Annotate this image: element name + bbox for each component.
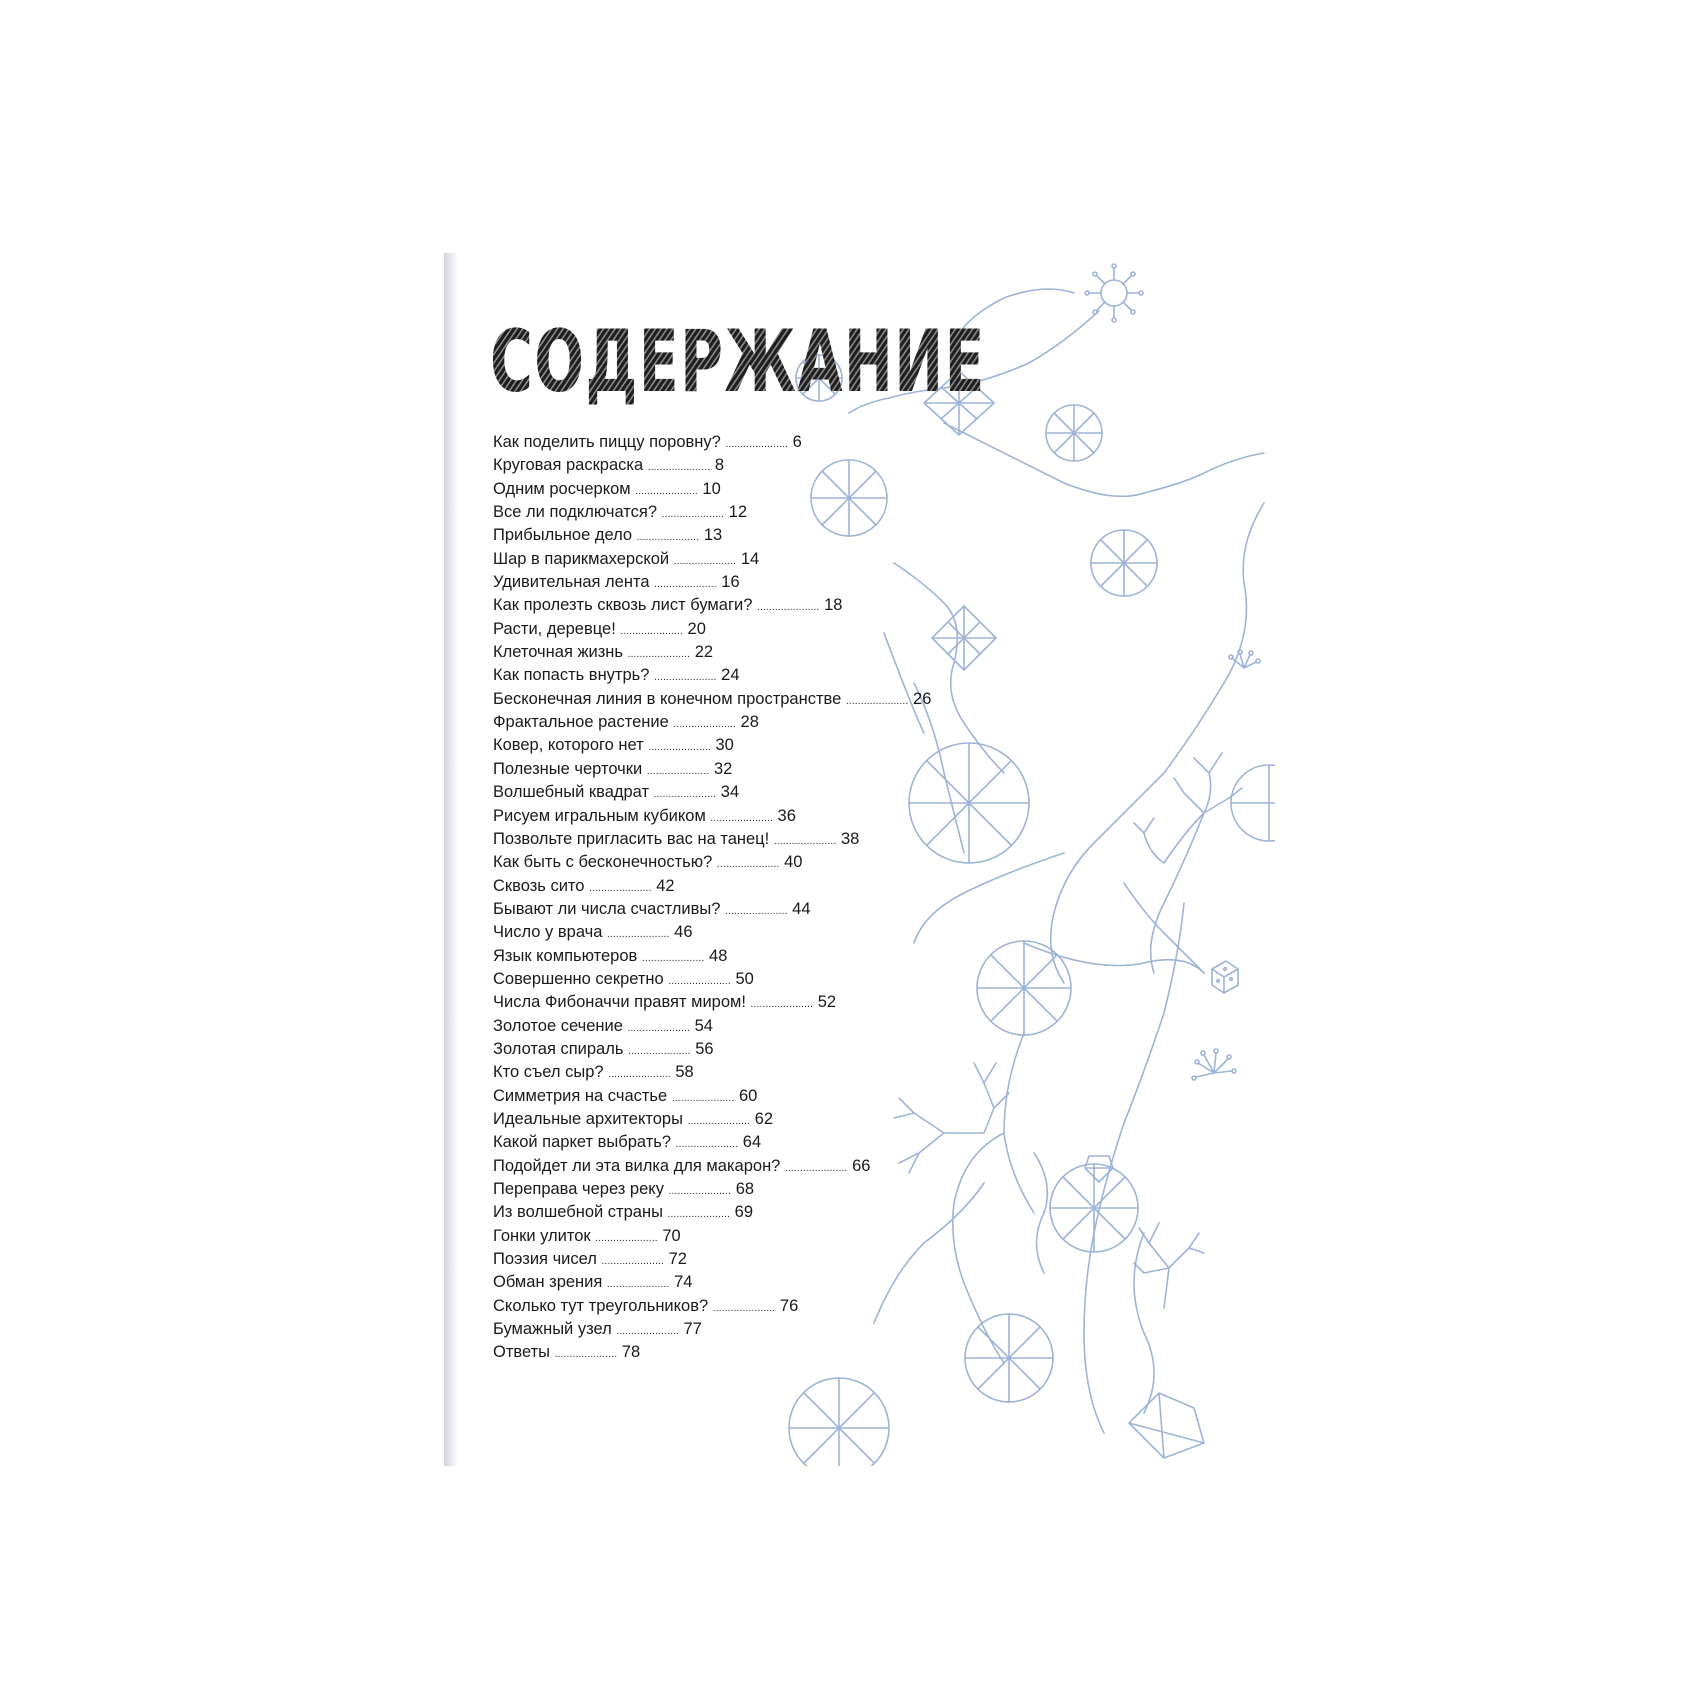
page-title: СОДЕРЖАНИЕ — [490, 312, 986, 412]
toc-entry — [493, 1318, 931, 1341]
toc-entry-page-number: 77 — [683, 1320, 702, 1339]
toc-entry-title: Ответы — [493, 1343, 551, 1362]
toc-entry-page-number: 64 — [742, 1133, 762, 1152]
toc-entry-title: Идеальные архитекторы — [493, 1109, 683, 1128]
toc-entry-title: Удивительная лента — [493, 573, 650, 592]
toc-dot-leader: ..................... — [725, 439, 788, 450]
toc-entry — [493, 524, 931, 547]
toc-entry-title: Совершенно секретно — [493, 969, 664, 988]
toc-entry-page-number: 18 — [824, 596, 843, 615]
toc-entry-page-number: 38 — [840, 829, 860, 848]
wheel-doodle — [1231, 765, 1275, 841]
toc-dot-leader: ..................... — [671, 1092, 735, 1104]
toc-entry-title: Расти, деревце! — [493, 619, 616, 638]
toc-dot-leader: ..................... — [687, 1115, 751, 1127]
toc-entry-title: Клеточная жизнь — [493, 643, 623, 662]
toc-entry — [493, 594, 931, 617]
toc-entry-title: Шар в парикмахерской — [493, 549, 670, 568]
toc-entry-page-number: 54 — [694, 1016, 713, 1035]
toc-entry-title: Симметрия на счастье — [493, 1086, 668, 1105]
toc-entry-title: Из волшебной страны — [493, 1203, 663, 1222]
toc-dot-leader: ..................... — [647, 462, 711, 474]
toc-entry-page-number: 69 — [734, 1203, 754, 1222]
toc-entry-title: Как поделить пиццу поровну? — [493, 433, 721, 451]
toc-entry — [493, 1015, 931, 1038]
toc-entry-page-number: 22 — [694, 643, 714, 662]
toc-entry — [493, 1061, 931, 1084]
toc-dot-leader: ..................... — [667, 1209, 731, 1221]
toc-entry-page-number: 30 — [715, 736, 734, 755]
toc-entry — [493, 1178, 931, 1201]
toc-dot-leader: ..................... — [675, 1139, 739, 1151]
toc-entry-title: Переправа через реку — [493, 1180, 664, 1198]
toc-entry-page-number: 12 — [728, 503, 748, 522]
toc-entry — [493, 1131, 931, 1154]
dandelion-doodle — [1192, 1049, 1236, 1080]
toc-dot-leader: ..................... — [654, 579, 717, 591]
toc-entry-page-number: 8 — [714, 456, 725, 475]
toc-entry-page-number: 68 — [735, 1180, 755, 1198]
toc-entry-page-number: 26 — [913, 689, 932, 708]
toc-entry — [493, 664, 931, 687]
toc-entry-title: Бесконечная линия в конечном пространстве — [493, 689, 842, 708]
toc-entry-title: Гонки улиток — [493, 1226, 591, 1245]
toc-entry — [493, 1271, 931, 1294]
toc-dot-leader: ..................... — [635, 485, 698, 497]
toc-dot-leader: ..................... — [606, 1279, 670, 1291]
toc-entry-page-number: 24 — [721, 666, 740, 685]
toc-entry-page-number: 48 — [709, 946, 728, 965]
toc-entry-page-number: 66 — [852, 1156, 871, 1175]
toc-entry — [493, 1085, 931, 1108]
toc-entry-title: Полезные черточки — [493, 759, 643, 778]
toc-dot-leader: ..................... — [845, 695, 909, 707]
toc-dot-leader: ..................... — [646, 765, 710, 777]
toc-entry-page-number: 78 — [621, 1343, 641, 1362]
gem-doodle — [1085, 1156, 1113, 1182]
toc-entry-title: Прибыльное дело — [493, 526, 633, 545]
toc-entry — [493, 711, 931, 734]
vine-line — [1034, 1153, 1047, 1273]
toc-entry-title: Ковер, которого нет — [493, 736, 644, 755]
toc-dot-leader: ..................... — [653, 789, 717, 801]
vine-line — [1051, 503, 1264, 983]
toc-dot-leader: ..................... — [725, 905, 788, 917]
toc-entry-title: Подойдет ли эта вилка для макарон? — [493, 1156, 781, 1175]
toc-entry — [493, 618, 931, 641]
toc-dot-leader: ..................... — [627, 1022, 691, 1034]
toc-entry — [493, 478, 931, 501]
toc-entry-title: Как пролезть сквозь лист бумаги? — [493, 596, 753, 615]
dice-doodle — [1212, 961, 1238, 993]
toc-entry-title: Как попасть внутрь? — [493, 666, 650, 685]
toc-entry-page-number: 52 — [817, 993, 837, 1012]
vine-line — [944, 423, 1264, 496]
toc-entry-page-number: 14 — [740, 549, 760, 568]
toc-entry-title: Рисуем игральным кубиком — [493, 806, 706, 825]
toc-entry-title: Бывают ли числа счастливы? — [493, 899, 721, 918]
toc-entry — [493, 758, 931, 781]
toc-dot-leader: ..................... — [641, 952, 705, 964]
toc-entry-title: Число у врача — [493, 923, 603, 942]
toc-entry — [493, 1038, 931, 1061]
toc-entry-page-number: 10 — [702, 479, 721, 498]
toc-dot-leader: ..................... — [595, 1232, 658, 1244]
toc-dot-leader: ..................... — [601, 1256, 665, 1268]
toc-dot-leader: ..................... — [712, 1302, 776, 1314]
toc-entry — [493, 454, 931, 477]
vine-line — [914, 853, 1064, 943]
toc-entry-page-number: 36 — [777, 806, 796, 825]
toc-entry-page-number: 56 — [695, 1039, 714, 1058]
toc-entry-page-number: 16 — [721, 573, 740, 592]
toc-dot-leader: ..................... — [608, 1069, 671, 1081]
toc-entry — [493, 1341, 931, 1364]
toc-entry-page-number: 44 — [792, 899, 811, 918]
toc-entry-page-number: 72 — [668, 1250, 687, 1269]
toc-entry — [493, 1201, 931, 1224]
toc-dot-leader: ..................... — [773, 835, 837, 847]
wheel-doodle — [977, 941, 1071, 1035]
toc-entry-title: Одним росчерком — [493, 479, 631, 498]
toc-entry — [493, 734, 931, 757]
toc-entry-title: Круговая раскраска — [493, 456, 644, 475]
toc-dot-leader: ..................... — [668, 1186, 732, 1197]
toc-entry — [493, 688, 931, 711]
toc-dot-leader: ..................... — [636, 532, 700, 544]
toc-entry — [493, 1108, 931, 1131]
toc-entry-title: Фрактальное растение — [493, 713, 669, 732]
toc-entry-title: Числа Фибоначчи правят миром! — [493, 993, 746, 1012]
toc-dot-leader: ..................... — [554, 1349, 618, 1361]
sun-doodle — [1085, 264, 1143, 322]
toc-entry-title: Сквозь сито — [493, 876, 585, 895]
toc-dot-leader: ..................... — [784, 1162, 848, 1174]
toc-dot-leader: ..................... — [607, 929, 670, 941]
toc-entry — [493, 875, 931, 898]
wheel-doodle — [789, 1378, 889, 1466]
toc-dot-leader: ..................... — [710, 812, 773, 824]
tree-doodle — [1134, 753, 1242, 863]
toc-entry-page-number: 20 — [687, 619, 706, 638]
toc-dot-leader: ..................... — [673, 555, 737, 567]
toc-dot-leader: ..................... — [661, 509, 725, 521]
toc-dot-leader: ..................... — [756, 602, 820, 614]
toc-entry-title: Какой паркет выбрать? — [493, 1133, 672, 1152]
toc-entry — [493, 828, 931, 851]
toc-entry — [493, 501, 931, 524]
toc-entry-page-number: 40 — [784, 853, 803, 872]
toc-entry-title: Обман зрения — [493, 1273, 603, 1292]
toc-entry — [493, 945, 931, 968]
toc-entry — [493, 1225, 931, 1248]
toc-entry-page-number: 60 — [738, 1086, 758, 1105]
toc-dot-leader: ..................... — [673, 719, 736, 731]
toc-entry-page-number: 13 — [703, 526, 723, 545]
toc-entry-title: Все ли подключатся? — [493, 503, 658, 522]
toc-entry — [493, 641, 931, 664]
toc-entry-page-number: 58 — [675, 1063, 694, 1082]
toc-entry-title: Волшебный квадрат — [493, 783, 650, 802]
toc-entry — [493, 968, 931, 991]
toc-entry-page-number: 32 — [713, 759, 733, 778]
toc-entry — [493, 548, 931, 571]
toc-entry-page-number: 76 — [779, 1296, 799, 1315]
toc-entry-title: Золотое сечение — [493, 1016, 623, 1035]
vine-line — [1004, 1033, 1034, 1213]
diamond-doodle — [1129, 1393, 1204, 1458]
toc-entry-title: Язык компьютеров — [493, 946, 638, 965]
toc-entry-title: Кто съел сыр? — [493, 1063, 604, 1082]
toc-dot-leader: ..................... — [616, 1326, 679, 1338]
toc-dot-leader: ..................... — [648, 742, 711, 754]
toc-entry-page-number: 74 — [674, 1273, 693, 1292]
toc-entry-page-number: 28 — [740, 713, 759, 732]
toc-entry — [493, 805, 931, 828]
toc-entry — [493, 1248, 931, 1271]
vine-line — [1134, 1233, 1154, 1413]
toc-entry-title: Как быть с бесконечностью? — [493, 853, 713, 872]
toc-entry — [493, 1295, 931, 1318]
wheel-doodle — [1091, 530, 1157, 596]
toc-dot-leader: ..................... — [627, 649, 691, 661]
book-page — [444, 253, 1275, 1466]
toc-entry-page-number: 70 — [662, 1226, 681, 1245]
toc-entry — [493, 991, 931, 1014]
toc-entry-title: Золотая спираль — [493, 1039, 624, 1058]
toc-entry — [493, 898, 931, 921]
toc-entry — [493, 781, 931, 804]
toc-dot-leader: ..................... — [668, 975, 731, 987]
toc-entry-title: Сколько тут треугольников? — [493, 1296, 709, 1315]
table-of-contents — [493, 431, 931, 1365]
toc-entry — [493, 571, 931, 594]
toc-entry-title: Позвольте пригласить вас на танец! — [493, 829, 770, 848]
toc-entry-page-number: 46 — [674, 923, 693, 942]
toc-entry-page-number: 34 — [720, 783, 740, 802]
toc-dot-leader: ..................... — [589, 882, 652, 894]
toc-entry — [493, 921, 931, 944]
toc-entry-page-number: 50 — [735, 969, 754, 988]
wheel-doodle — [965, 1314, 1053, 1402]
toc-entry-page-number: 62 — [754, 1109, 774, 1128]
toc-entry-title: Поэзия чисел — [493, 1250, 597, 1269]
wheel-doodle — [1046, 405, 1102, 461]
toc-dot-leader: ..................... — [620, 625, 683, 637]
toc-entry — [493, 1155, 931, 1178]
toc-dot-leader: ..................... — [654, 672, 717, 684]
toc-entry-title: Бумажный узел — [493, 1320, 612, 1339]
toc-entry — [493, 851, 931, 874]
toc-entry-page-number: 42 — [656, 876, 675, 895]
toc-dot-leader: ..................... — [716, 859, 780, 871]
diamond-doodle — [932, 606, 996, 670]
toc-entry — [493, 431, 931, 454]
tree-doodle — [1134, 1223, 1204, 1308]
toc-entry-page-number: 6 — [792, 433, 802, 451]
toc-dot-leader: ..................... — [628, 1045, 691, 1057]
toc-dot-leader: ..................... — [750, 999, 814, 1011]
